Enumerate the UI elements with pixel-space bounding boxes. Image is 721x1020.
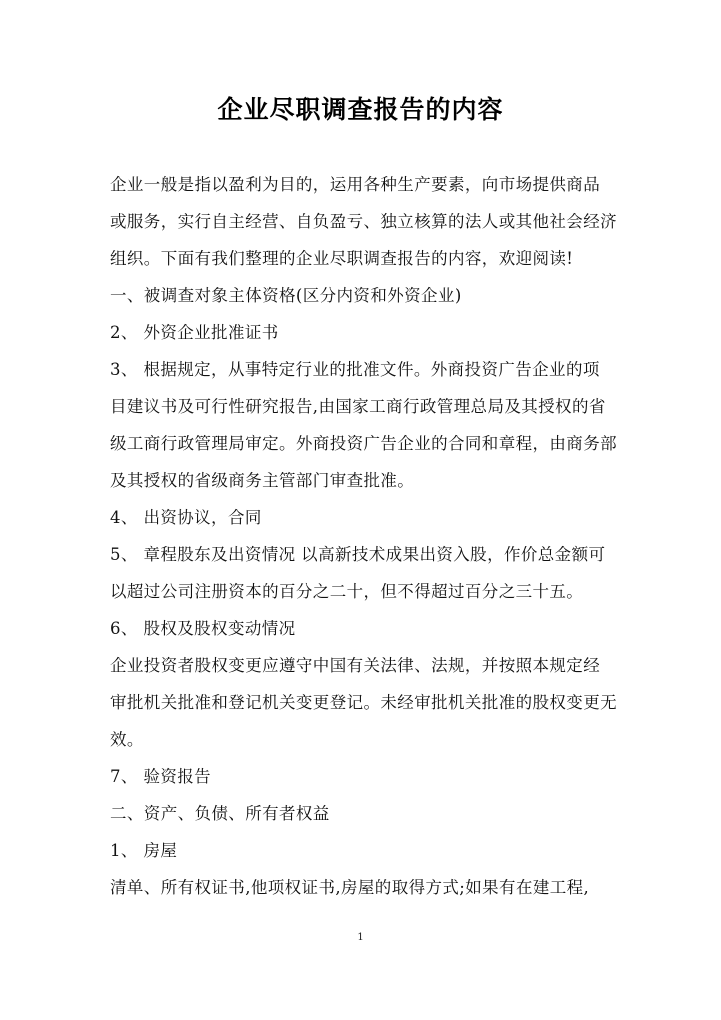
paragraph-line: 企业一般是指以盈利为目的，运用各种生产要素，向市场提供商品 bbox=[110, 175, 601, 194]
paragraph-line: 及其授权的省级商务主管部门审查批准。 bbox=[110, 471, 415, 490]
list-item-line: 1、 房屋 bbox=[110, 841, 178, 860]
paragraph-line: 以超过公司注册资本的百分之二十，但不得超过百分之三十五。 bbox=[110, 582, 584, 601]
section-heading-line: 二、资产、负债、所有者权益 bbox=[110, 804, 330, 823]
list-item-line: 5、 章程股东及出资情况 以高新技术成果出资入股，作价总金额可 bbox=[110, 545, 606, 564]
list-item-line: 6、 股权及股权变动情况 bbox=[110, 619, 296, 638]
document-title: 企业尽职调查报告的内容 bbox=[217, 95, 504, 124]
list-item-line: 4、 出资协议，合同 bbox=[110, 508, 262, 527]
paragraph-line: 级工商行政管理局审定。外商投资广告企业的合同和章程，由商务部 bbox=[110, 434, 617, 453]
section-heading-line: 一、被调查对象主体资格(区分内资和外资企业) bbox=[110, 286, 462, 305]
paragraph-line: 企业投资者股权变更应遵守中国有关法律、法规，并按照本规定经 bbox=[110, 656, 601, 675]
paragraph-line: 审批机关批准和登记机关变更登记。未经审批机关批准的股权变更无 bbox=[110, 693, 617, 712]
paragraph-line: 效。 bbox=[110, 730, 144, 749]
paragraph-line: 清单、所有权证书,他项权证书,房屋的取得方式;如果有在建工程, bbox=[110, 878, 590, 897]
paragraph-line: 目建议书及可行性研究报告,由国家工商行政管理总局及其授权的省 bbox=[110, 397, 606, 416]
list-item-line: 3、 根据规定，从事特定行业的批准文件。外商投资广告企业的项 bbox=[110, 360, 600, 379]
list-item-line: 2、 外资企业批准证书 bbox=[110, 323, 279, 342]
paragraph-line: 或服务，实行自主经营、自负盈亏、独立核算的法人或其他社会经济 bbox=[110, 212, 617, 231]
page-number: 1 bbox=[357, 932, 364, 943]
list-item-line: 7、 验资报告 bbox=[110, 767, 212, 786]
paragraph-line: 组织。下面有我们整理的企业尽职调查报告的内容，欢迎阅读! bbox=[110, 249, 574, 268]
